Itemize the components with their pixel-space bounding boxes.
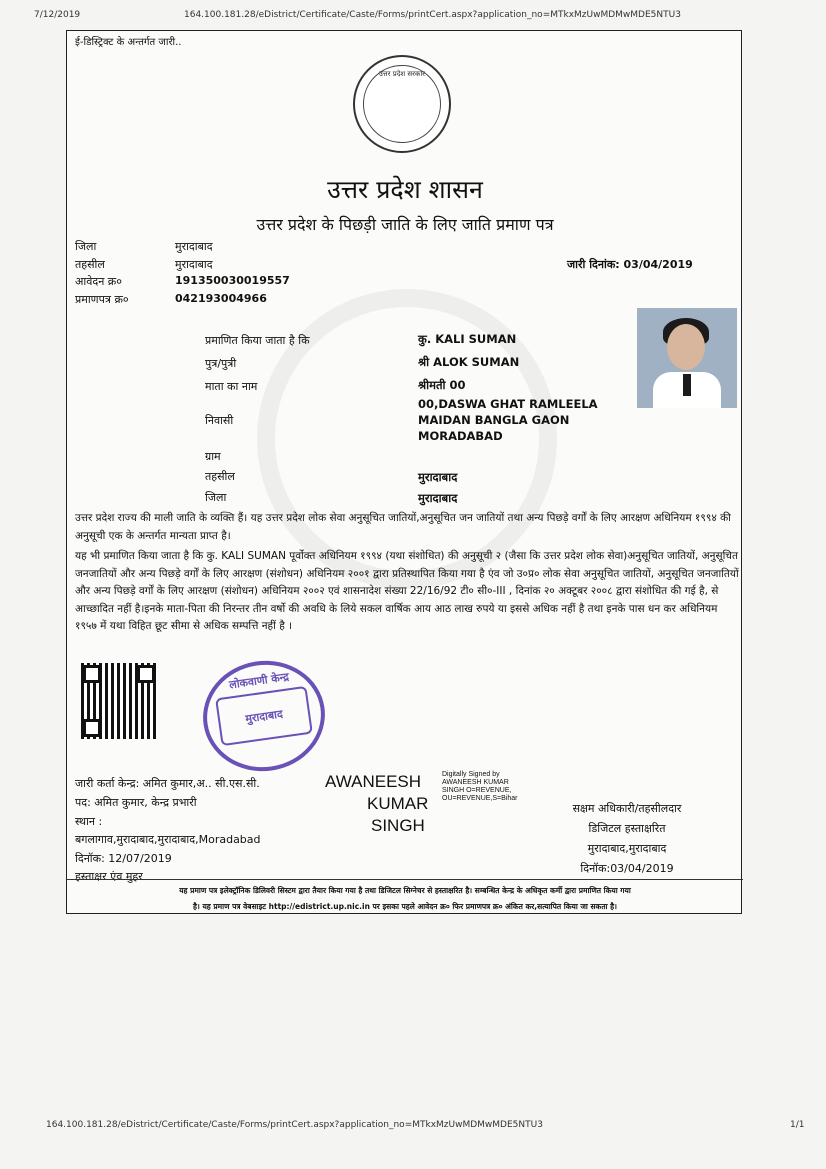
authority-location: मुरादाबाद,मुरादाबाद — [587, 842, 667, 855]
detail-tehsil-label: तहसील — [205, 470, 235, 483]
certificate — [66, 30, 742, 914]
ds-line-4: OU=REVENUE,S=Bihar — [442, 795, 518, 802]
ds-line-3: SINGH O=REVENUE, — [442, 787, 512, 794]
application-no-label: आवेदन क्र० — [75, 275, 122, 288]
issuer-post: पद: अमित कुमार, केन्द्र प्रभारी — [75, 796, 197, 809]
detail-district-label: जिला — [205, 491, 227, 504]
village-label: ग्राम — [205, 450, 221, 463]
district-value: मुरादाबाद — [175, 240, 213, 253]
resident-label: निवासी — [205, 414, 234, 427]
sign-and-seal-label: हस्ताक्षर एंव मुहर — [75, 870, 143, 883]
detail-tehsil-value: मुरादाबाद — [418, 470, 458, 484]
place-label: स्थान : — [75, 815, 103, 828]
signer-name-line-1: AWANEESH — [325, 772, 422, 791]
qr-code — [81, 663, 157, 739]
detail-district-value: मुरादाबाद — [418, 491, 458, 505]
authority-date: दिनॉक:03/04/2019 — [580, 862, 674, 875]
certificate-subtitle: उत्तर प्रदेश के पिछड़ी जाति के लिए जाति प्रमाण पत्र — [256, 215, 554, 234]
certificate-no-label: प्रमाणपत्र क्र० — [75, 293, 129, 306]
authority-title: सक्षम अधिकारी/तहसीलदार — [572, 802, 682, 815]
state-emblem-logo — [353, 55, 451, 153]
office-seal-stamp — [196, 653, 332, 779]
application-no-value: 191350030019557 — [175, 274, 290, 287]
digital-signer-name — [325, 771, 428, 837]
page-number: 1/1 — [790, 1120, 805, 1130]
signer-name-line-3: SINGH — [371, 816, 425, 835]
print-url-header: 164.100.181.28/eDistrict/Certificate/Caste/Forms/printCert.aspx?application_no=MTkxMzUwMDMwMDE5NTU3 — [184, 10, 681, 20]
mother-name: श्रीमती 00 — [418, 378, 466, 392]
print-url-footer: 164.100.181.28/eDistrict/Certificate/Caste/Forms/printCert.aspx?application_no=MTkxMzUwMDMwMDE5NTU3 — [46, 1120, 543, 1130]
district-label: जिला — [75, 240, 97, 253]
print-date: 7/12/2019 — [34, 10, 81, 20]
ds-line-1: Digitally Signed by — [442, 771, 500, 778]
top-note: ई-डिस्ट्रिक्ट के अन्तर्गत जारी.. — [75, 37, 182, 48]
parent-label: पुत्र/पुत्री — [205, 357, 237, 370]
issue-date: जारी दिनांक: 03/04/2019 — [567, 258, 693, 271]
certified-name: कु. KALI SUMAN — [418, 332, 517, 346]
signer-name-line-2: KUMAR — [367, 794, 429, 813]
authority-digital-signed: डिजिटल हस्ताक्षरित — [588, 822, 666, 835]
place-value: बगलागाव,मुरादाबाद,मुरादाबाद,Moradabad — [75, 833, 261, 846]
footer-line-1: यह प्रमाण पत्र इलेक्ट्रॉनिक डिलिवरी सिस्टम द्वारा तैयार किया गया है तथा डिजिटल सिग्नेचर से हस्ताक्षरित है। सम्बन्धित केन्द्र के अधिकृत कर्मी द्वारा प्रमाणित किया गया — [179, 886, 631, 895]
resident-line-1: 00,DASWA GHAT RAMLEELA — [418, 397, 598, 411]
certificate-no-value: 042193004966 — [175, 292, 267, 305]
resident-line-3: MORADABAD — [418, 429, 503, 443]
emblem-text: उत्तर प्रदेश सरकार — [378, 70, 426, 78]
tehsil-label: तहसील — [75, 258, 105, 271]
footer-line-2: है। यह प्रमाण पत्र वेबसाइट http://edistrict.up.nic.in पर इसका पहले आवेदन क्र० फिर प्रमाणपत्र क्र० अंकित कर,सत्यापित किया जा सकता है। — [193, 902, 617, 911]
issuing-center: जारी कर्ता केन्द्र: अमित कुमार,अ.. सी.एस.सी. — [75, 777, 260, 790]
resident-line-2: MAIDAN BANGLA GAON — [418, 413, 570, 427]
ds-line-2: AWANEESH KUMAR — [442, 779, 509, 786]
stamp-center-text: मुरादाबाद — [215, 686, 313, 746]
mother-label: माता का नाम — [205, 380, 258, 393]
issuer-date: दिनॉक: 12/07/2019 — [75, 852, 172, 865]
certificate-title: उत्तर प्रदेश शासन — [327, 175, 483, 204]
caste-paragraph: उत्तर प्रदेश राज्य की माली जाति के व्यक्ति हैं। यह उत्तर प्रदेश लोक सेवा अनुसूचित जातियों,अनुसूचित जन जातियों तथा अन्य पिछड़े वर्गों के लिए आरक्षण अधिनियम १९९४ की अनुसूची एक के अन्तर्गत मान्यता प्राप्त है। — [75, 512, 731, 542]
tehsil-value: मुरादाबाद — [175, 258, 213, 271]
digital-signature-details — [442, 771, 517, 803]
stamp-top-text: लोकवाणी केन्द्र — [228, 670, 290, 692]
certificate-footer-note — [67, 879, 743, 915]
applicant-photo — [637, 308, 737, 408]
income-paragraph: यह भी प्रमाणित किया जाता है कि कु. KALI SUMAN पूर्वोक्त अधिनियम १९९४ (यथा संशोधित) की अनुसूची २ (जैसा कि उत्तर प्रदेश लोक सेवा)अनुसूचित जातियों, अनुसूचित जनजातियों और अन्य पिछड़े वर्गों के लिए आरक्षण (संशोधन) अधिनियम २००१ द्वारा प्रतिस्थापित किया गया है एंव जो उ०प्र० लोक सेवा अनुसूचित जातियों, अनुसूचित जनजातियों और अन्य पिछड़े वर्गों के लिए आरक्षण (संशोधन) अधिनियम २००२ एवं शासनादेश संख्या 22/16/92 टी० सी०-III , दिनांक २० अक्टूबर २००८ द्वारा संशोधित की गई है, से आच्छादित नहीं है।इनके माता-पिता की निरन्तर तीन वर्षो की अवधि के लिये सकल वार्षिक आय आठ लाख रुपये या इससे अधिक नहीं है तथा इनके पास धन कर अधिनियम १९५७ में यथा विहित छूट सीमा से अधिक सम्पत्ति नहीं है । — [75, 550, 739, 632]
certified-label: प्रमाणित किया जाता है कि — [205, 334, 310, 347]
parent-name: श्री ALOK SUMAN — [418, 355, 520, 369]
competent-authority — [517, 799, 737, 879]
